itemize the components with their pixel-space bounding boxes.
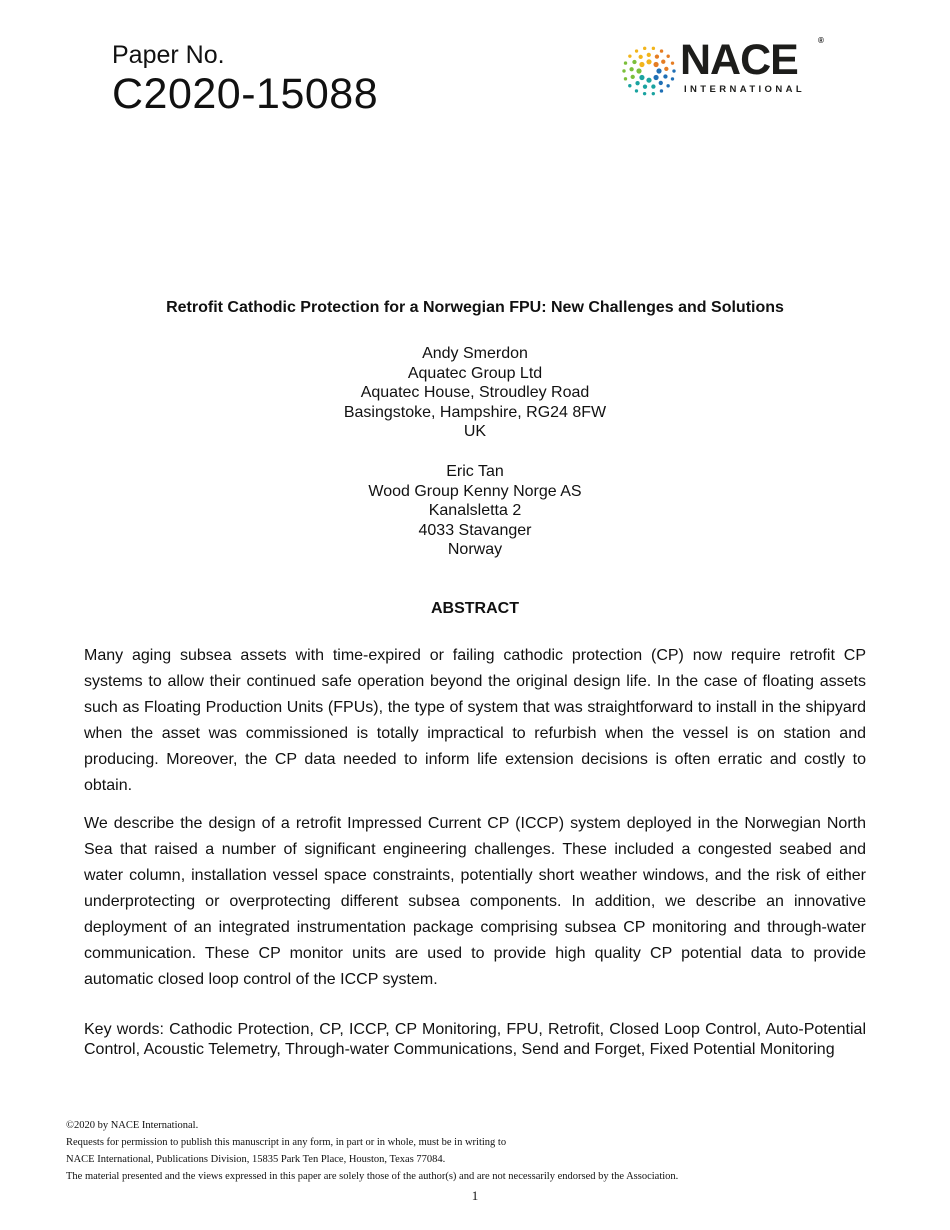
logo-dot [631, 75, 635, 79]
logo-dot [652, 92, 655, 95]
logo-dot [663, 74, 667, 78]
logo-dot [651, 84, 655, 88]
author-affiliation: Aquatec Group Ltd [407, 364, 543, 382]
logo-wordmark: NACE [680, 36, 798, 84]
logo-dot [639, 75, 644, 80]
author-address-line: 4033 Stavanger [418, 521, 532, 539]
logo-dot [661, 60, 665, 64]
logo-dot [659, 81, 663, 85]
footer-line: ©2020 by NACE International. [66, 1120, 199, 1131]
logo-dot [624, 61, 627, 64]
logo-dot [632, 60, 636, 64]
logo-dot [666, 55, 669, 58]
author-name: Andy Smerdon [422, 345, 528, 362]
logo-dot [639, 55, 643, 59]
logo-dot [652, 47, 655, 50]
logo-dot [664, 67, 668, 71]
author-block-1 [0, 344, 950, 442]
logo-dot [639, 62, 644, 67]
logo-dot [660, 89, 663, 92]
logo-dot [646, 78, 651, 83]
logo-dot [636, 68, 641, 73]
logo-dot [635, 89, 638, 92]
footer-line: Requests for permission to publish this manuscript in any form, in part or in whole, must be in writing to [66, 1137, 507, 1148]
keywords: Key words: Cathodic Protection, CP, ICCP, CP Monitoring, FPU, Retrofit, Closed Loop Control, Auto-Potential Control, Acoustic Telemetry, Through-water Communications, Send and Forget, Fixed Potential Monitoring [84, 1021, 866, 1058]
logo-dot [646, 59, 651, 64]
logo-dot [653, 75, 658, 80]
logo-dot [672, 69, 675, 72]
author-address-line: Kanalsletta 2 [428, 502, 522, 520]
paper-label: Paper No. [112, 41, 225, 69]
logo-dot [671, 61, 674, 64]
logo-registered-mark: ® [818, 36, 824, 45]
abstract-paragraph-2: We describe the design of a retrofit Impressed Current CP (ICCP) system deployed in the Norwegian North Sea that raised a number of significant engineering challenges. These included a congested seabed and water column, installation vessel space constraints, potentially short weather windows, and the risk of either underprotecting or overprotecting different subsea components. In addition, we describe an innovative deployment of an integrated instrumentation package comprising subsea CP monitoring and through-water communication. These CP monitor units are used to provide high quality CP potential data to provide automatic closed loop control of the ICCP system. [84, 815, 866, 988]
paper-number-block [112, 40, 378, 118]
logo-dot [666, 84, 669, 87]
paper-number: C2020-15088 [112, 70, 379, 118]
logo-subtitle: INTERNATIONAL [684, 84, 806, 95]
logo-dot [671, 77, 674, 80]
logo-dot [622, 69, 625, 72]
logo-dot [635, 49, 638, 52]
nace-globe-icon [620, 42, 678, 100]
abstract-paragraph-1: Many aging subsea assets with time-expired or failing cathodic protection (CP) now require retrofit CP systems to allow their continued safe operation beyond the original design life. In the case of floating assets such as Floating Production Units (FPUs), the type of system that was straightforward to install in the shipyard when the asset was commissioned is totally impractical to refurbish when the vessel is on station and producing. Moreover, the CP data needed to inform life extension decisions is often erratic and costly to obtain. [84, 647, 866, 794]
author-affiliation: Wood Group Kenny Norge AS [368, 482, 582, 500]
author-address-line: Basingstoke, Hampshire, RG24 8FW [343, 403, 607, 421]
author-block-2 [0, 462, 950, 560]
page-number: 1 [471, 1188, 479, 1203]
author-country: UK [463, 423, 487, 441]
logo-dot [660, 49, 663, 52]
logo-dot [628, 84, 631, 87]
author-country: Norway [447, 541, 503, 559]
logo-dot [629, 67, 633, 71]
logo-dot [643, 47, 646, 50]
logo-dot [643, 92, 646, 95]
footer-line: The material presented and the views expressed in this paper are solely those of the author(s) and are not necessarily endorsed by the Association. [66, 1171, 679, 1182]
abstract-heading: ABSTRACT [431, 600, 519, 617]
logo-dot [643, 85, 647, 89]
nace-logo [620, 36, 830, 100]
logo-dot [635, 81, 639, 85]
logo-dot [656, 68, 661, 73]
author-name: Eric Tan [446, 463, 504, 480]
logo-dot [628, 54, 631, 57]
logo-dot [655, 55, 659, 59]
logo-dot [653, 62, 658, 67]
logo-dot [647, 53, 651, 57]
copyright-footer [66, 1117, 678, 1185]
footer-line: NACE International, Publications Division, 15835 Park Ten Place, Houston, Texas 77084. [66, 1154, 446, 1165]
author-address-line: Aquatec House, Stroudley Road [360, 384, 590, 402]
paper-title: Retrofit Cathodic Protection for a Norwegian FPU: New Challenges and Solutions [166, 299, 784, 316]
logo-dot [624, 77, 627, 80]
